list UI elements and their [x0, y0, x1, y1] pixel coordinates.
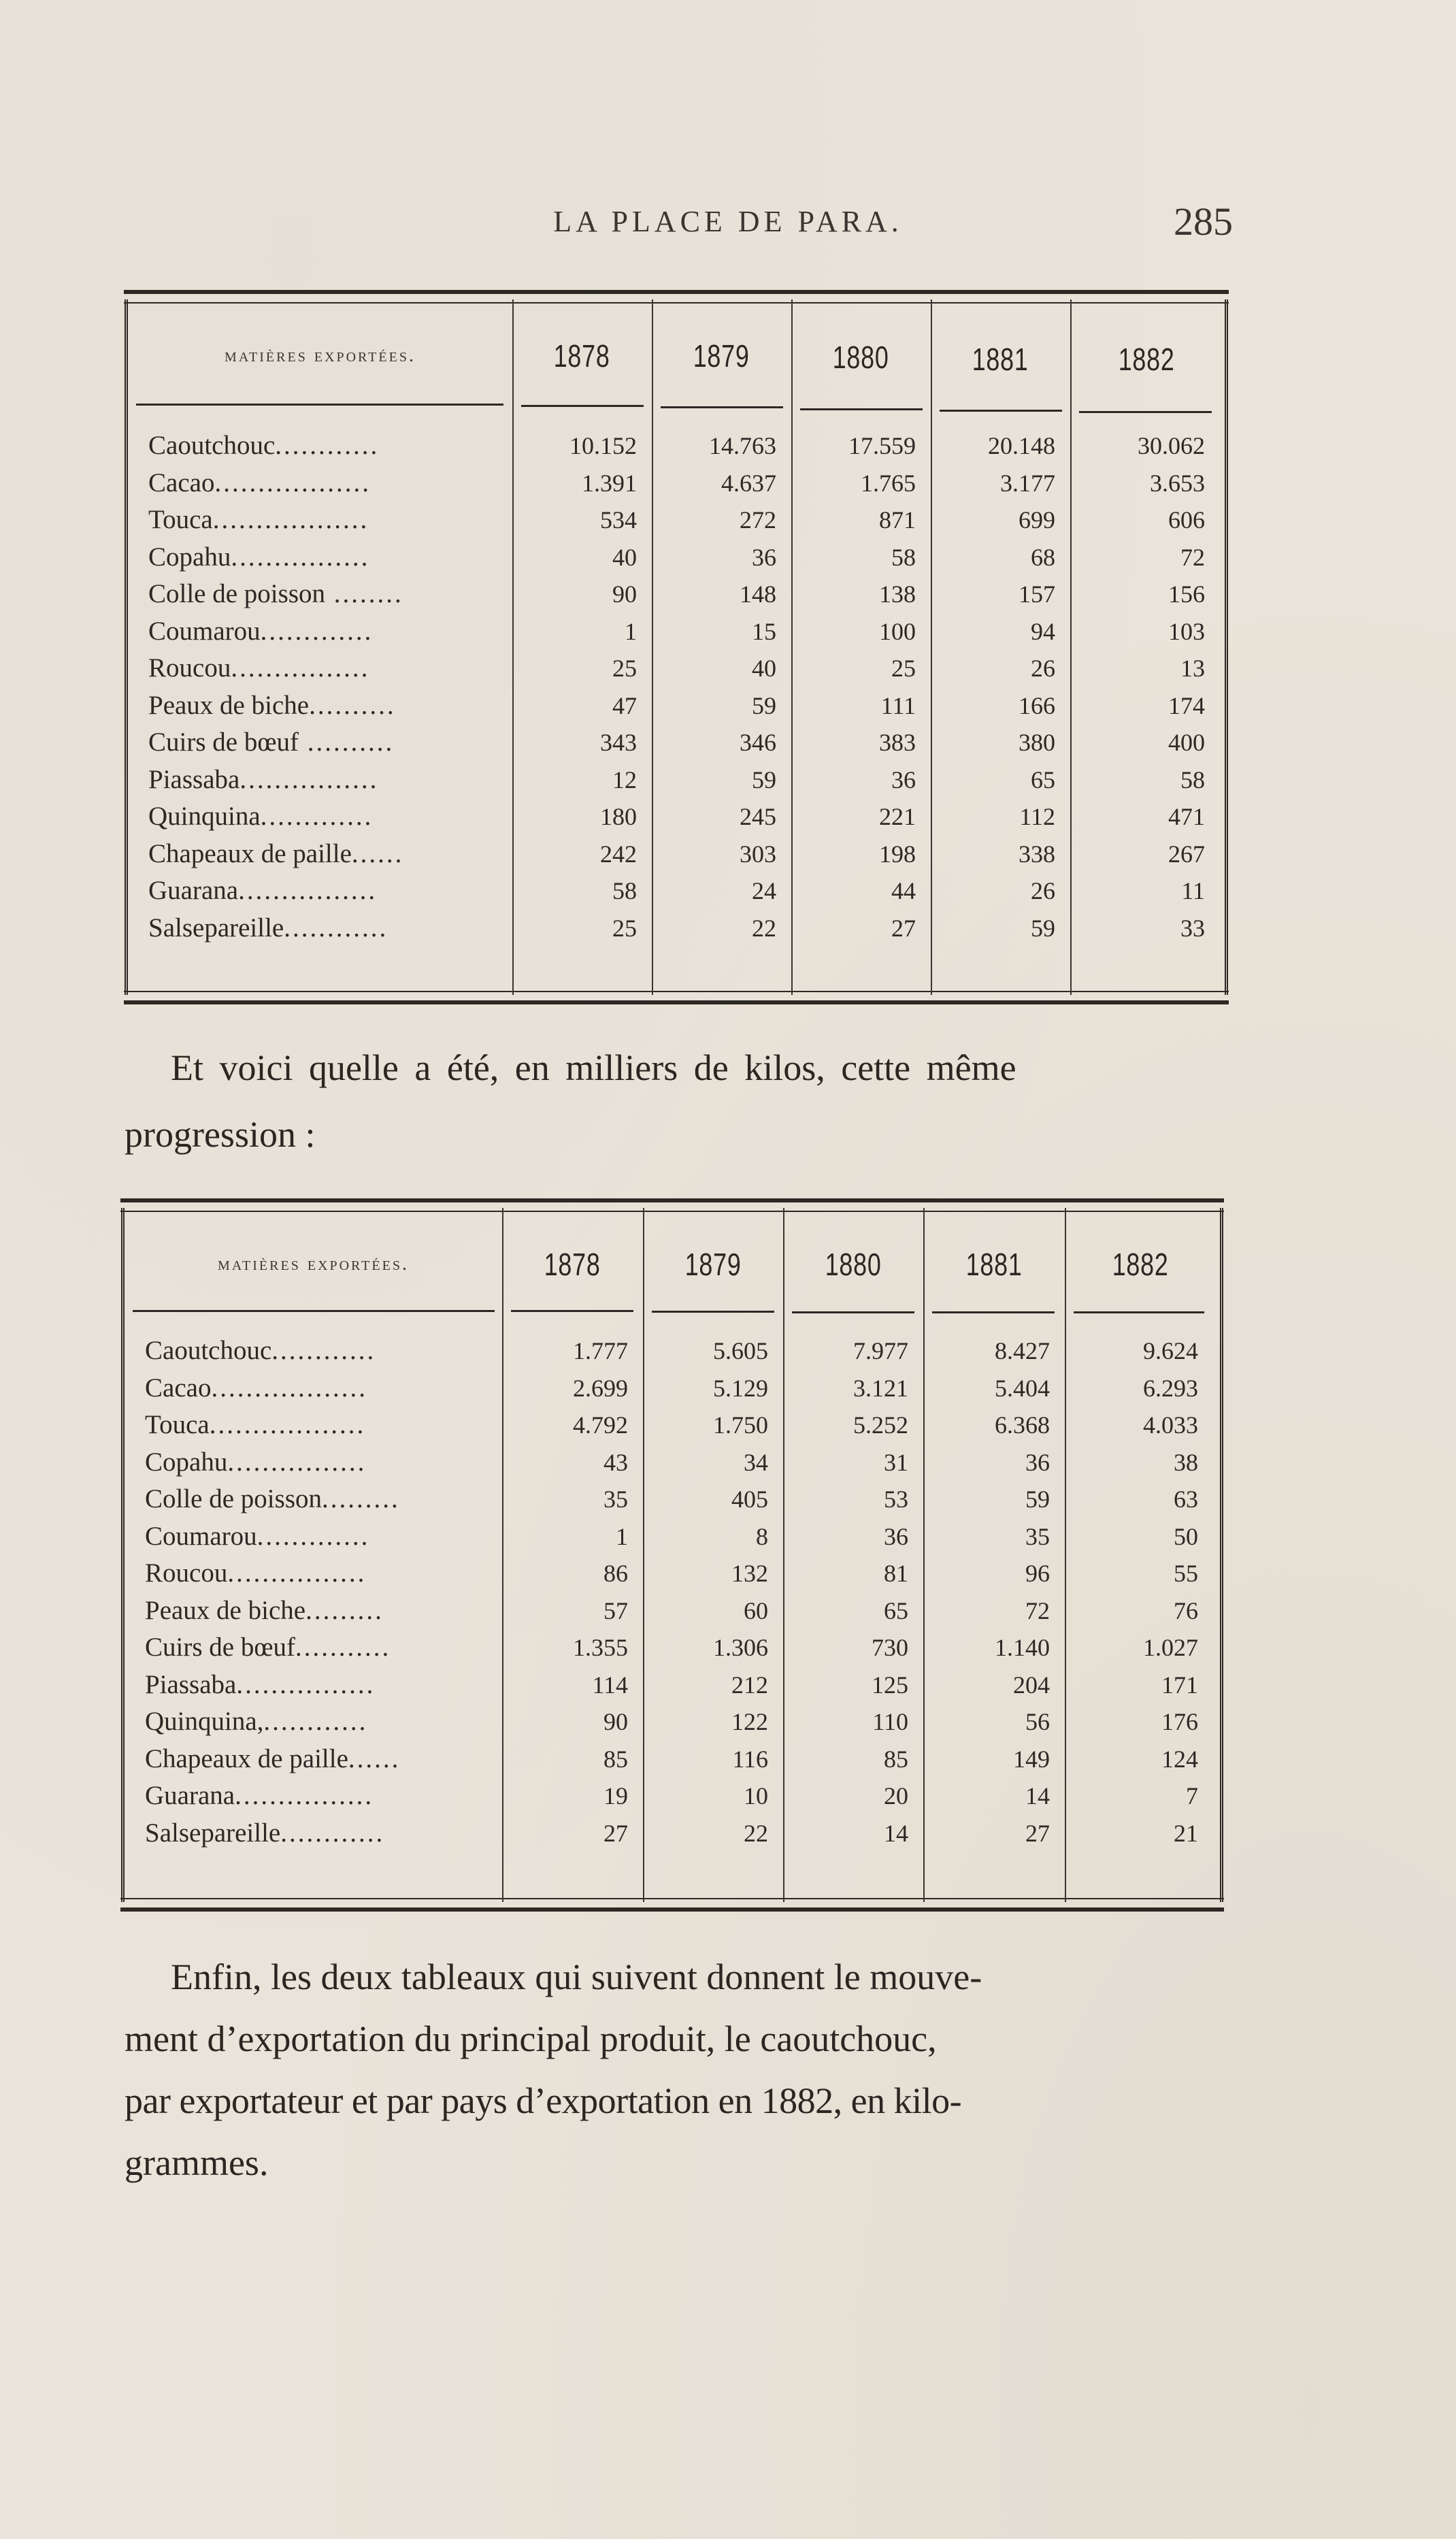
- leader-dots: ............: [263, 1707, 368, 1736]
- row-label: [148, 801, 506, 832]
- cell-value: 17.559: [848, 432, 916, 459]
- table-bottom-rule: [124, 991, 1229, 1004]
- row-label: [148, 764, 506, 795]
- header-year: 1879: [684, 1246, 742, 1282]
- cell-value: 19: [603, 1782, 628, 1809]
- paragraph-line: Et voici quelle a été, en milliers de kilos, cette même: [171, 1047, 1016, 1088]
- table-row: [125, 1558, 1220, 1594]
- cell-value: 11: [1181, 877, 1205, 904]
- cell-value: 22: [752, 914, 776, 942]
- cell-value: 4.033: [1143, 1411, 1198, 1439]
- cell-value: 85: [884, 1745, 908, 1773]
- cell-value: 149: [1013, 1745, 1050, 1773]
- cell-value: 7.977: [853, 1337, 908, 1364]
- row-name: Caoutchouc: [148, 431, 276, 460]
- row-label: [145, 1373, 495, 1403]
- cell-value: 10.152: [569, 432, 637, 459]
- cell-value: 6.293: [1143, 1374, 1198, 1402]
- cell-value: 1.391: [582, 469, 637, 497]
- header-rule: [521, 405, 644, 407]
- leader-dots: ................: [231, 542, 370, 572]
- table-row: [125, 1632, 1220, 1669]
- row-label: [148, 504, 506, 535]
- table-row: [125, 1447, 1220, 1484]
- cell-value: 26: [1031, 877, 1055, 904]
- leader-dots: ..........: [298, 727, 395, 757]
- cell-value: 534: [600, 506, 637, 534]
- cell-value: 204: [1013, 1671, 1050, 1699]
- paragraph-line: progression :: [125, 1114, 316, 1155]
- row-label: [148, 913, 506, 943]
- leader-dots: ............: [271, 1336, 376, 1365]
- table-row: [125, 1484, 1220, 1520]
- leader-dots: ............: [284, 913, 388, 943]
- cell-value: 35: [603, 1486, 628, 1513]
- leader-dots: .............: [257, 1521, 370, 1551]
- cell-value: 27: [1025, 1819, 1050, 1847]
- row-name: Copahu: [145, 1447, 228, 1477]
- cell-value: 606: [1168, 506, 1205, 534]
- cell-value: 471: [1168, 803, 1205, 830]
- header-year: 1879: [693, 338, 750, 374]
- table-row: [128, 875, 1225, 912]
- cell-value: 1.306: [713, 1634, 768, 1661]
- row-label: [148, 727, 506, 757]
- cell-value: 5.605: [713, 1337, 768, 1364]
- leader-dots: ................: [227, 1447, 367, 1477]
- cell-value: 116: [732, 1745, 768, 1773]
- row-label: [145, 1632, 495, 1662]
- header-rule: [792, 1311, 914, 1313]
- row-label: [148, 653, 506, 683]
- cell-value: 267: [1168, 840, 1205, 868]
- cell-value: 180: [600, 803, 637, 830]
- cell-value: 699: [1019, 506, 1055, 534]
- row-name: Copahu: [148, 542, 231, 572]
- row-label: [145, 1558, 495, 1588]
- running-head: LA PLACE DE PARA.: [553, 205, 903, 238]
- cell-value: 100: [879, 617, 916, 645]
- row-name: Quinquina,: [145, 1707, 264, 1736]
- leader-dots: .............: [260, 802, 374, 831]
- header-rule: [661, 406, 783, 408]
- cell-value: 5.404: [995, 1374, 1050, 1402]
- row-label: [145, 1818, 495, 1848]
- cell-value: 3.121: [853, 1374, 908, 1402]
- header-rule: [940, 410, 1062, 412]
- cell-value: 14.763: [709, 432, 776, 459]
- leader-dots: ........: [325, 579, 403, 608]
- cell-value: 25: [891, 655, 916, 682]
- cell-value: 1.765: [861, 469, 916, 497]
- leader-dots: ................: [235, 1781, 374, 1810]
- row-name: Peaux de biche: [148, 690, 310, 720]
- row-name: Quinquina: [148, 802, 261, 831]
- row-label: [145, 1743, 495, 1774]
- cell-value: 65: [884, 1596, 908, 1624]
- cell-value: 43: [603, 1448, 628, 1476]
- cell-value: 34: [744, 1448, 768, 1476]
- leader-dots: ...........: [295, 1633, 391, 1662]
- row-label: [148, 616, 506, 646]
- cell-value: 3.177: [1000, 469, 1055, 497]
- row-name: Cacao: [148, 468, 215, 497]
- cell-value: 132: [731, 1560, 768, 1587]
- cell-value: 3.653: [1150, 469, 1205, 497]
- cell-value: 86: [603, 1560, 628, 1587]
- table-row: [125, 1521, 1220, 1558]
- row-name: Coumarou: [148, 616, 261, 646]
- cell-value: 1: [625, 617, 637, 645]
- cell-value: 40: [612, 543, 637, 571]
- cell-value: 24: [752, 877, 776, 904]
- table-row: [128, 616, 1225, 653]
- row-name: Piassaba: [148, 764, 240, 794]
- row-label: [145, 1521, 495, 1552]
- table-row: [128, 653, 1225, 689]
- table-bottom-rule: [120, 1898, 1224, 1912]
- cell-value: 25: [612, 914, 637, 942]
- header-rule: [511, 1310, 633, 1312]
- row-label: [145, 1484, 495, 1514]
- cell-value: 85: [603, 1745, 628, 1773]
- row-label: [145, 1669, 495, 1700]
- cell-value: 44: [891, 877, 916, 904]
- cell-value: 5.129: [713, 1374, 768, 1402]
- cell-value: 36: [884, 1522, 908, 1550]
- header-rule: [652, 1311, 774, 1313]
- cell-value: 114: [592, 1671, 628, 1699]
- exports-table-kilos: [121, 1208, 1223, 1902]
- cell-value: 405: [731, 1486, 768, 1513]
- cell-value: 221: [879, 803, 916, 830]
- row-label: [145, 1706, 495, 1737]
- leader-dots: ..................: [211, 1373, 367, 1403]
- cell-value: 30.062: [1138, 432, 1205, 459]
- cell-value: 58: [1180, 766, 1205, 793]
- cell-value: 5.252: [853, 1411, 908, 1439]
- leader-dots: ......: [348, 1743, 401, 1773]
- cell-value: 176: [1161, 1708, 1198, 1735]
- row-label: [145, 1409, 495, 1440]
- row-name: Salsepareille: [145, 1818, 281, 1848]
- row-name: Cacao: [145, 1373, 212, 1403]
- cell-value: 53: [884, 1486, 908, 1513]
- leader-dots: .........: [322, 1484, 400, 1513]
- cell-value: 1.140: [995, 1634, 1050, 1661]
- leader-dots: ..................: [209, 1410, 366, 1439]
- row-label: [148, 468, 506, 498]
- cell-value: 400: [1168, 729, 1205, 756]
- cell-value: 76: [1174, 1596, 1198, 1624]
- row-name: Chapeaux de paille: [145, 1743, 348, 1773]
- row-name: Salsepareille: [148, 913, 284, 943]
- cell-value: 33: [1180, 914, 1205, 942]
- cell-value: 35: [1025, 1522, 1050, 1550]
- cell-value: 20.148: [988, 432, 1055, 459]
- table-row: [125, 1669, 1220, 1706]
- cell-value: 4.792: [573, 1411, 628, 1439]
- exports-table-values: [125, 299, 1228, 995]
- table-row: [128, 690, 1225, 727]
- leader-dots: .........: [305, 1595, 384, 1625]
- row-name: Colle de poisson: [148, 579, 325, 608]
- table-row: [128, 468, 1225, 504]
- paragraph-line: grammes.: [125, 2142, 269, 2183]
- paragraph-line: par exportateur et par pays d’exportation en 1882, en kilo-: [125, 2080, 962, 2121]
- cell-value: 20: [884, 1782, 908, 1809]
- cell-value: 40: [752, 655, 776, 682]
- cell-value: 72: [1025, 1596, 1050, 1624]
- cell-value: 245: [740, 803, 776, 830]
- cell-value: 55: [1174, 1560, 1198, 1587]
- cell-value: 22: [744, 1819, 768, 1847]
- table-row: [125, 1409, 1220, 1446]
- table-row: [128, 542, 1225, 578]
- row-label: [148, 578, 506, 609]
- cell-value: 38: [1174, 1448, 1198, 1476]
- table-row: [128, 801, 1225, 838]
- cell-value: 338: [1019, 840, 1055, 868]
- row-label: [148, 542, 506, 572]
- row-name: Guarana: [145, 1781, 235, 1810]
- table-row: [125, 1335, 1220, 1372]
- table-row: [125, 1780, 1220, 1817]
- table-row: [125, 1595, 1220, 1632]
- cell-value: 96: [1025, 1560, 1050, 1587]
- cell-value: 68: [1031, 543, 1055, 571]
- cell-value: 27: [603, 1819, 628, 1847]
- row-name: Chapeaux de paille: [148, 838, 352, 868]
- cell-value: 57: [603, 1596, 628, 1624]
- header-rule: [1074, 1311, 1204, 1313]
- row-name: Roucou: [145, 1558, 228, 1588]
- cell-value: 25: [612, 655, 637, 682]
- header-rule: [932, 1311, 1055, 1313]
- cell-value: 47: [612, 691, 637, 719]
- leader-dots: ..........: [309, 690, 396, 720]
- table-row: [128, 727, 1225, 764]
- row-name: Caoutchouc: [145, 1336, 272, 1365]
- cell-value: 58: [612, 877, 637, 904]
- cell-value: 112: [1019, 803, 1055, 830]
- cell-value: 7: [1186, 1782, 1198, 1809]
- cell-value: 156: [1168, 580, 1205, 608]
- header-rule: [1079, 411, 1212, 413]
- cell-value: 14: [884, 1819, 908, 1847]
- cell-value: 59: [752, 766, 776, 793]
- cell-value: 124: [1161, 1745, 1198, 1773]
- cell-value: 58: [891, 543, 916, 571]
- table-row: [128, 504, 1225, 541]
- cell-value: 27: [891, 914, 916, 942]
- cell-value: 1.027: [1143, 1634, 1198, 1661]
- cell-value: 212: [731, 1671, 768, 1699]
- cell-value: 9.624: [1143, 1337, 1198, 1364]
- cell-value: 6.368: [995, 1411, 1050, 1439]
- cell-value: 63: [1174, 1486, 1198, 1513]
- cell-value: 60: [744, 1596, 768, 1624]
- table-row: [125, 1818, 1220, 1854]
- cell-value: 36: [891, 766, 916, 793]
- table-row: [128, 764, 1225, 801]
- cell-value: 15: [752, 617, 776, 645]
- paragraph-line: Enfin, les deux tableaux qui suivent donnent le mouve-: [171, 1956, 982, 1997]
- header-year: 1882: [1119, 341, 1175, 377]
- header-year: 1878: [544, 1246, 601, 1282]
- header-label: matières exportées.: [225, 344, 416, 366]
- cell-value: 10: [744, 1782, 768, 1809]
- cell-value: 8.427: [995, 1337, 1050, 1364]
- row-name: Cuirs de bœuf: [148, 727, 299, 757]
- cell-value: 157: [1019, 580, 1055, 608]
- header-rule: [800, 408, 923, 410]
- cell-value: 122: [731, 1708, 768, 1735]
- cell-value: 8: [756, 1522, 768, 1550]
- row-label: [148, 430, 506, 461]
- row-name: Guarana: [148, 876, 239, 905]
- row-name: Cuirs de bœuf: [145, 1633, 295, 1662]
- leader-dots: ............: [280, 1818, 385, 1848]
- row-name: Piassaba: [145, 1669, 237, 1699]
- cell-value: 94: [1031, 617, 1055, 645]
- row-label: [148, 875, 506, 906]
- cell-value: 148: [740, 580, 776, 608]
- header-year: 1880: [825, 1246, 882, 1282]
- cell-value: 272: [740, 506, 776, 534]
- header-year: 1881: [965, 1246, 1023, 1282]
- row-label: [145, 1595, 495, 1626]
- cell-value: 242: [600, 840, 637, 868]
- header-year: 1878: [554, 338, 610, 374]
- cell-value: 81: [884, 1560, 908, 1587]
- leader-dots: ................: [236, 1669, 376, 1699]
- header-rule: [133, 1310, 495, 1312]
- cell-value: 12: [612, 766, 637, 793]
- cell-value: 730: [872, 1634, 908, 1661]
- cell-value: 4.637: [721, 469, 776, 497]
- cell-value: 59: [1031, 914, 1055, 942]
- header-label: matières exportées.: [218, 1253, 409, 1275]
- row-label: [148, 838, 506, 869]
- table-row: [125, 1373, 1220, 1409]
- cell-value: 1.750: [713, 1411, 768, 1439]
- cell-value: 26: [1031, 655, 1055, 682]
- row-name: Touca: [145, 1410, 210, 1439]
- cell-value: 198: [879, 840, 916, 868]
- paragraph-progression: [125, 1034, 1227, 1168]
- row-name: Touca: [148, 505, 213, 534]
- cell-value: 343: [600, 729, 637, 756]
- cell-value: 50: [1174, 1522, 1198, 1550]
- leader-dots: ..................: [212, 505, 369, 534]
- cell-value: 380: [1019, 729, 1055, 756]
- cell-value: 2.699: [573, 1374, 628, 1402]
- paragraph-caoutchouc: [125, 1946, 1227, 2194]
- table-row: [128, 578, 1225, 615]
- cell-value: 303: [740, 840, 776, 868]
- row-name: Colle de poisson: [145, 1484, 322, 1513]
- cell-value: 1.355: [573, 1634, 628, 1661]
- cell-value: 14: [1025, 1782, 1050, 1809]
- cell-value: 171: [1161, 1671, 1198, 1699]
- row-label: [145, 1447, 495, 1477]
- leader-dots: ............: [275, 431, 380, 460]
- cell-value: 1: [616, 1522, 628, 1550]
- leader-dots: ................: [239, 764, 379, 794]
- row-name: Coumarou: [145, 1521, 257, 1551]
- cell-value: 138: [879, 580, 916, 608]
- cell-value: 90: [612, 580, 637, 608]
- leader-dots: ................: [227, 1558, 367, 1588]
- cell-value: 166: [1019, 691, 1055, 719]
- header-rule: [136, 404, 503, 406]
- cell-value: 1.777: [573, 1337, 628, 1364]
- cell-value: 125: [872, 1671, 908, 1699]
- cell-value: 36: [1025, 1448, 1050, 1476]
- header-year: 1880: [833, 340, 889, 375]
- cell-value: 59: [1025, 1486, 1050, 1513]
- cell-value: 174: [1168, 691, 1205, 719]
- cell-value: 72: [1180, 543, 1205, 571]
- cell-value: 111: [880, 691, 916, 719]
- table-row: [125, 1743, 1220, 1780]
- cell-value: 110: [872, 1708, 908, 1735]
- header-year: 1881: [972, 341, 1029, 377]
- cell-value: 383: [879, 729, 916, 756]
- row-label: [145, 1780, 495, 1811]
- cell-value: 59: [752, 691, 776, 719]
- cell-value: 871: [879, 506, 916, 534]
- cell-value: 13: [1180, 655, 1205, 682]
- leader-dots: ..................: [214, 468, 371, 497]
- page-number: 285: [1174, 199, 1233, 244]
- leader-dots: ................: [238, 876, 378, 905]
- cell-value: 103: [1168, 617, 1205, 645]
- row-label: [145, 1335, 495, 1366]
- table-row: [125, 1706, 1220, 1743]
- table-row: [128, 838, 1225, 875]
- leader-dots: .............: [260, 616, 374, 646]
- table-row: [128, 430, 1225, 467]
- cell-value: 21: [1174, 1819, 1198, 1847]
- leader-dots: ................: [231, 653, 370, 683]
- cell-value: 36: [752, 543, 776, 571]
- cell-value: 90: [603, 1708, 628, 1735]
- leader-dots: ......: [351, 838, 404, 868]
- row-label: [148, 690, 506, 721]
- row-name: Peaux de biche: [145, 1595, 306, 1625]
- row-name: Roucou: [148, 653, 231, 683]
- cell-value: 346: [740, 729, 776, 756]
- cell-value: 56: [1025, 1708, 1050, 1735]
- cell-value: 65: [1031, 766, 1055, 793]
- paragraph-line: ment d’exportation du principal produit, le caoutchouc,: [125, 2018, 937, 2059]
- header-year: 1882: [1112, 1246, 1169, 1282]
- cell-value: 31: [884, 1448, 908, 1476]
- table-row: [128, 913, 1225, 949]
